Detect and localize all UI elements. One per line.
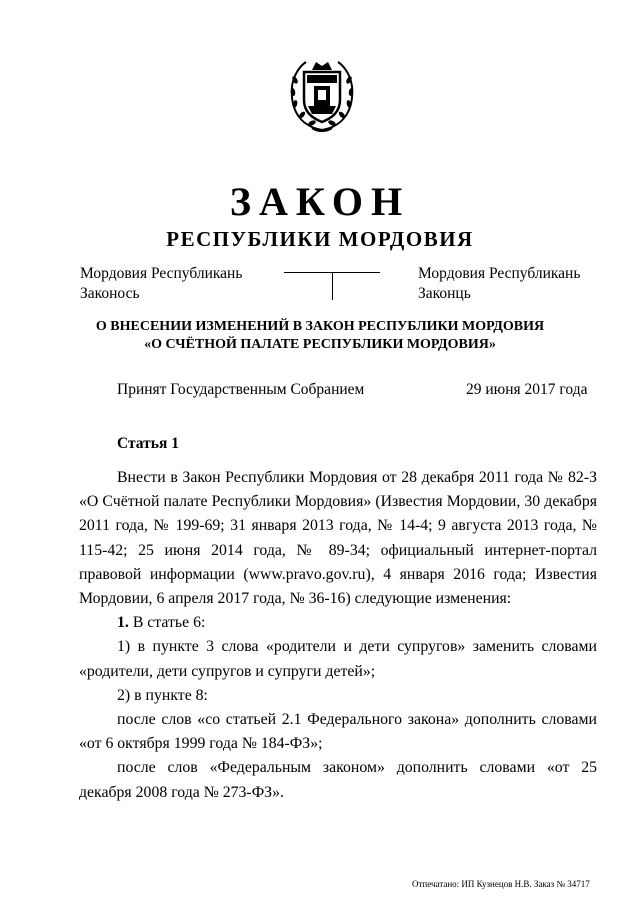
- subitem-1: 1) в пункте 3 слова «родители и дети супругов» заменить словами «родители, дети супругов и супруги детей»;: [79, 638, 597, 680]
- law-subtitle: РЕСПУБЛИКИ МОРДОВИЯ: [166, 227, 474, 251]
- erzya-title: [418, 264, 580, 304]
- item-1: [79, 611, 597, 635]
- title-divider-vertical: [332, 272, 333, 300]
- adopted-date: 29 июня 2017 года: [466, 381, 588, 398]
- moksha-title: [80, 264, 242, 304]
- article-body: [79, 466, 597, 805]
- erzya-title-line-2: Законць: [418, 285, 471, 302]
- moksha-title-line-1: Мордовия Республикань: [80, 265, 243, 282]
- moksha-title-line-2: Законось: [80, 285, 140, 302]
- article-title: Статья 1: [117, 435, 179, 452]
- law-heading-line-2: «О СЧЁТНОЙ ПАЛАТЕ РЕСПУБЛИКИ МОРДОВИЯ»: [144, 337, 496, 352]
- law-heading: [0, 318, 640, 354]
- article-intro: Внести в Закон Республики Мордовия от 28 декабря 2011 года № 82-З «О Счётной палате Республики Мордовия» (Известия Мордовии, 30 декабря 2011 года, № 199-69; 31 января 2013 года, № 14-4; 9 августа 2013 года, № 115-42; 25 июня 2014 года, № 89-34; официальный интернет-портал правовой информации (www.pravo.gov.ru), 4 января 2016 года; Известия Мордовии, 6 апреля 2017 года, № 36-16) следующие изменения:: [79, 469, 597, 608]
- coat-of-arms-emblem: [286, 56, 358, 134]
- subitem-2: 2) в пункте 8:: [117, 686, 208, 704]
- print-footer: Отпечатано: ИП Кузнецов Н.В. Заказ № 34717: [412, 879, 590, 889]
- adopted-by: Принят Государственным Собранием: [117, 381, 365, 398]
- item-1-text: В статье 6:: [132, 614, 206, 632]
- subitem-2-b: после слов «Федеральным законом» дополнить словами «от 25 декабря 2008 года № 273-ФЗ».: [79, 759, 597, 801]
- law-title: ЗАКОН: [229, 179, 411, 224]
- item-1-number: 1.: [117, 614, 129, 632]
- subitem-2-a: после слов «со статьей 2.1 Федерального закона» дополнить словами «от 6 октября 1999 года № 184-ФЗ»;: [79, 711, 597, 753]
- erzya-title-line-1: Мордовия Республикань: [418, 265, 581, 282]
- law-heading-line-1: О ВНЕСЕНИИ ИЗМЕНЕНИЙ В ЗАКОН РЕСПУБЛИКИ МОРДОВИЯ: [95, 319, 545, 334]
